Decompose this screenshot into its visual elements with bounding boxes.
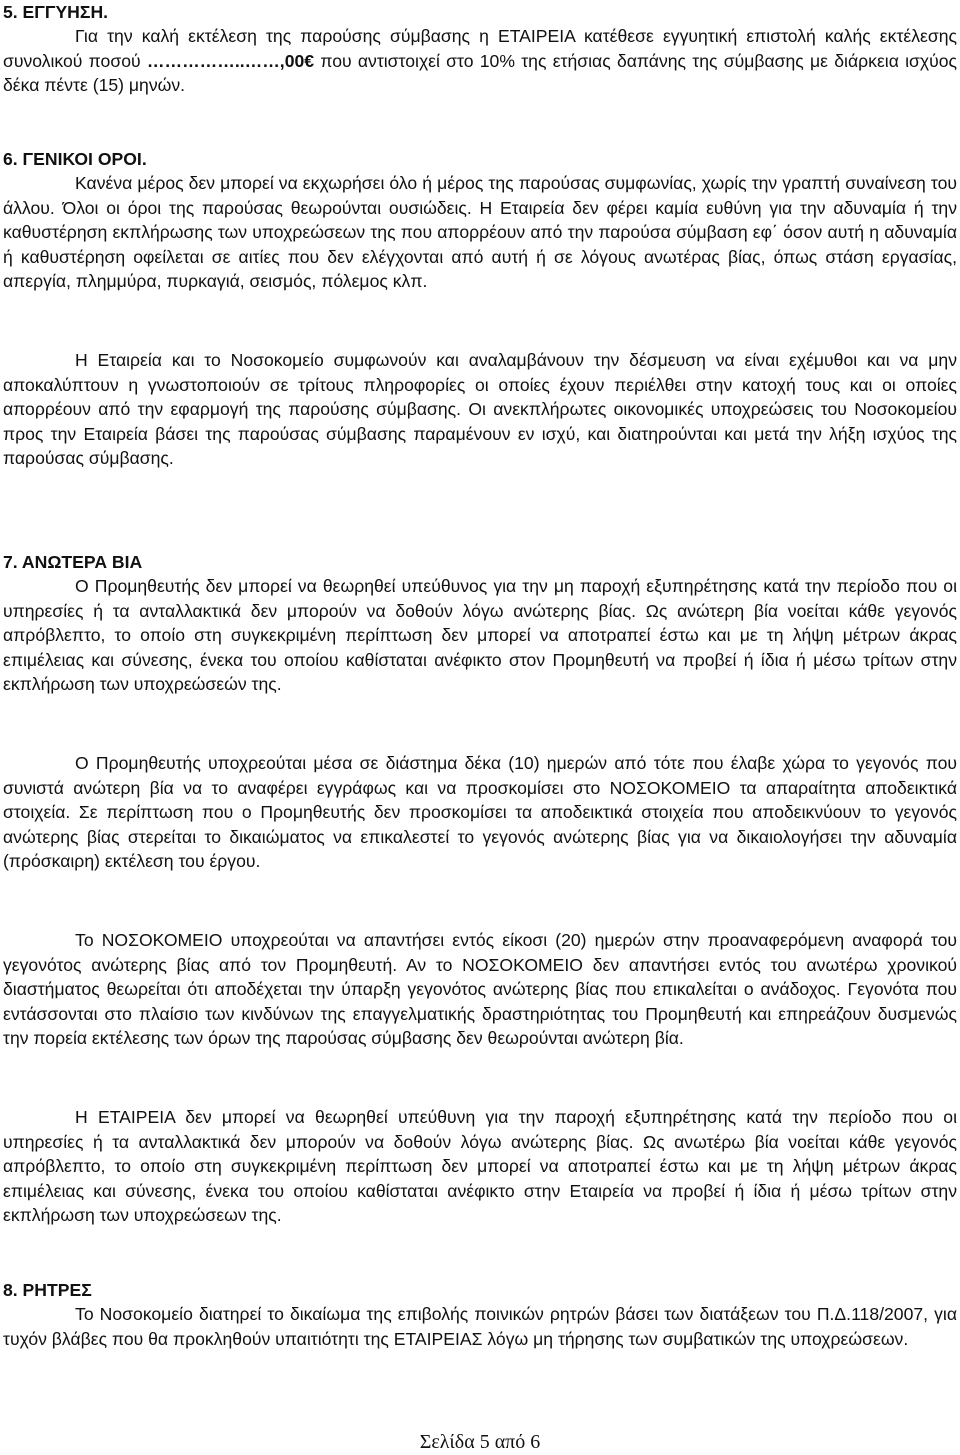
section-6-heading: 6. ΓΕΝΙΚΟΙ ΟΡΟΙ. <box>3 149 147 169</box>
section-7-paragraph-1: Ο Προμηθευτής δεν μπορεί να θεωρηθεί υπεύθυνος για την μη παροχή εξυπηρέτησης κατά την περίοδο που οι υπηρεσίες ή τα ανταλλακτικά δεν μπορούν να δοθούν λόγω ανώτερης βίας. Ως ανώτερη βία νοείται κάθε γεγονός απρόβλεπτο, το οποίο στη συγκεκριμένη περίπτωση δεν μπορεί να αποτραπεί έστω και με τη λήψη μέτρων άκρας επιμέλειας και σύνεσης, ένεκα του οποίου καθίσταται ανέφικτο στον Προμηθευτή να προβεί ή ίδια ή μέσω τρίτων στην εκπλήρωση των υποχρεώσεών της. <box>3 576 957 695</box>
section-5-text-a: Για την καλή εκτέλεση της παρούσης σύμβασης η ΕΤΑΙΡΕΙΑ κατέθεσε εγγυητική επιστολή καλής εκτέλεσης συνολικού ποσού <box>3 26 957 71</box>
section-8-paragraph-1: Το Νοσοκομείο διατηρεί το δικαίωμα της επιβολής ποινικών ρητρών βάσει των διατάξεων του Π.Δ.118/2007, για τυχόν βλάβες που θα προκληθούν υπαιτιότητι της ΕΤΑΙΡΕΙΑΣ λόγω μη τήρησης των συμβατικών της υποχρεώσεων. <box>3 1304 957 1349</box>
section-5-heading: 5. ΕΓΓΥΗΣΗ. <box>3 2 109 22</box>
guarantee-amount: ……………..……,00€ <box>146 50 315 71</box>
section-5-text-b: που αντιστοιχεί στο 10% της ετήσιας δαπάνης της σύμβασης με διάρκεια ισχύος δέκα πέντε (15) μηνών. <box>3 50 958 96</box>
section-7-paragraph-4: Η ΕΤΑΙΡΕΙΑ δεν μπορεί να θεωρηθεί υπεύθυνη για την παροχή εξυπηρέτησης κατά την περίοδο που οι υπηρεσίες ή τα ανταλλακτικά δεν μπορούν να δοθούν λόγω ανώτερης βίας. Ως ανωτέρω βία νοείται κάθε γεγονός απρόβλεπτο, το οποίο στη συγκεκριμένη περίπτωση δεν μπορεί να αποτραπεί έστω και με τη λήψη μέτρων άκρας επιμέλειας και σύνεσης, ένεκα του οποίου καθίσταται ανέφικτο στην Εταιρεία να προβεί ή ίδια ή μέσω τρίτων στην εκπλήρωση των υποχρεώσεων της. <box>3 1107 957 1226</box>
section-5-paragraph-1 <box>3 24 957 98</box>
page-number-footer: Σελίδα 5 από 6 <box>419 1431 541 1453</box>
section-6-paragraph-1: Κανένα μέρος δεν μπορεί να εκχωρήσει όλο ή μέρος της παρούσας συμφωνίας, χωρίς την γραπτή συναίνεση του άλλου. Όλοι οι όροι της παρούσας θεωρούνται ουσιώδεις. Η Εταιρεία δεν φέρει καμία ευθύνη για την αδυναμία ή την καθυστέρηση εκπλήρωσης των υποχρεώσεων της που απορρέουν από την παρούσα σύμβαση εφ΄ όσον αυτή η αδυναμία ή καθυστέρηση οφείλεται σε αιτίες που δεν ελέγχονται από αυτή ή σε λόγους ανωτέρας βίας, όπως στάση εργασίας, απεργία, πλημμύρα, πυρκαγιά, σεισμός, πόλεμος κλπ. <box>3 173 957 292</box>
section-7-paragraph-2: Ο Προμηθευτής υποχρεούται μέσα σε διάστημα δέκα (10) ημερών από τότε που έλαβε χώρα το γεγονός που συνιστά ανώτερη βία να το αναφέρει εγγράφως και να προσκομίσει στο ΝΟΣΟΚΟΜΕΙΟ τα απαραίτητα αποδεικτικά στοιχεία. Σε περίπτωση που ο Προμηθευτής δεν προσκομίσει τα αποδεικτικά στοιχεία που αποδεικνύουν το γεγονός ανώτερης βίας στερείται το δικαιώματος να επικαλεστεί το γεγονός ανώτερης βίας για να δικαιολογήσει την αδυναμία (πρόσκαιρη) εκτέλεση του έργου. <box>3 753 957 872</box>
section-7-paragraph-3: Το ΝΟΣΟΚΟΜΕΙΟ υποχρεούται να απαντήσει εντός είκοσι (20) ημερών στην προαναφερόμενη αναφορά του γεγονότος ανώτερης βίας από τον Προμηθευτή. Αν το ΝΟΣΟΚΟΜΕΙΟ δεν απαντήσει εντός του ανωτέρω χρονικού διαστήματος θεωρείται ότι αποδέχεται την ύπαρξη γεγονότος ανώτερης βίας που επικαλείται ο ανάδοχος. Γεγονότα που εντάσσονται στο πλαίσιο των κινδύνων της επαγγελματικής δραστηριότητας του Προμηθευτή και επηρεάζουν δυσμενώς την πορεία εκτέλεσης των όρων της παρούσας σύμβασης δεν θεωρούνται ανώτερη βία. <box>3 930 957 1049</box>
section-7-heading: 7. ΑΝΩΤΕΡΑ ΒΙΑ <box>3 552 143 572</box>
section-6-paragraph-2: Η Εταιρεία και το Νοσοκομείο συμφωνούν και αναλαμβάνουν την δέσμευση να είναι εχέμυθοι και να μην αποκαλύπτουν η γνωστοποιούν σε τρίτους πληροφορίες οι οποίες έχουν περιέλθει στην κατοχή τους και οι οποίες απορρέουν από την εφαρμογή της παρούσης σύμβασης. Οι ανεκπλήρωτες οικονομικές υποχρεώσεις του Νοσοκομείου προς την Εταιρεία βάσει της παρούσας σύμβασης παραμένουν εν ισχύ, και διατηρούνται και μετά την λήξη ισχύος της παρούσας σύμβασης. <box>3 350 957 469</box>
section-8-heading: 8. ΡΗΤΡΕΣ <box>3 1280 92 1300</box>
